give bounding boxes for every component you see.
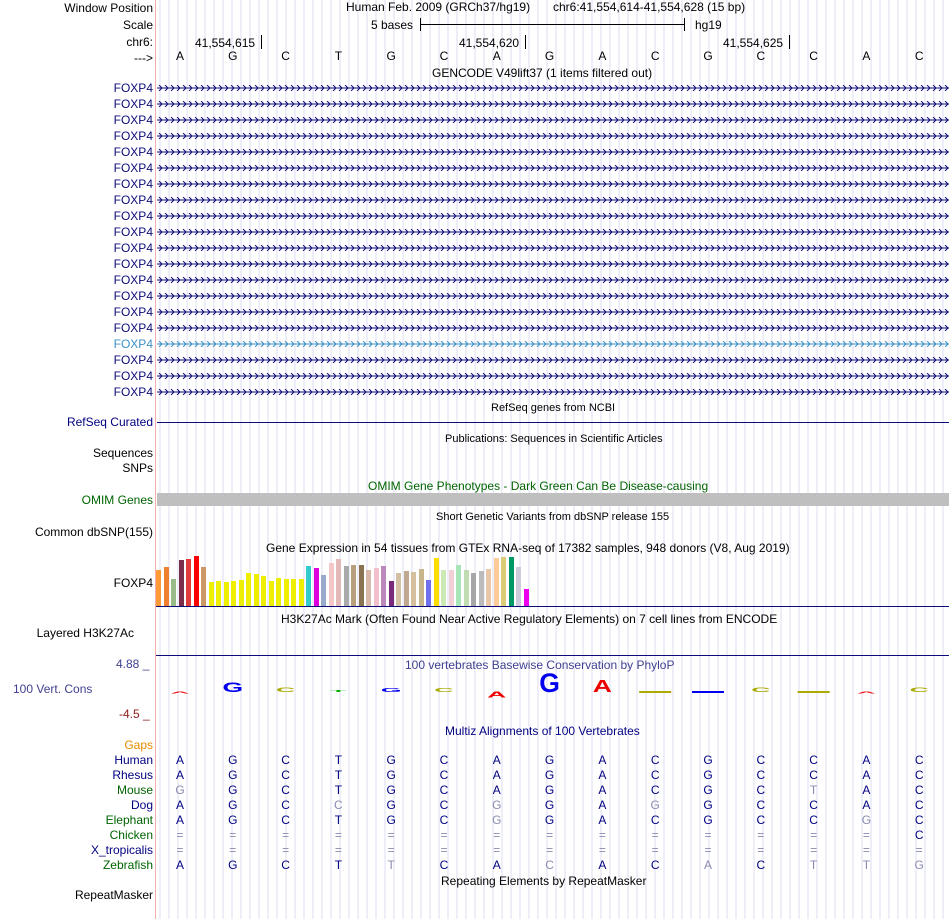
gtex-tissue-bar[interactable] [171, 579, 176, 607]
reference-base: T [334, 49, 343, 63]
multiz-base: A [492, 753, 501, 767]
gencode-gene-label[interactable]: FOXP4 [113, 193, 153, 207]
gencode-gene-label[interactable]: FOXP4 [113, 305, 153, 319]
multiz-base: G [703, 783, 713, 797]
gtex-tissue-bar[interactable] [231, 581, 236, 606]
multiz-base: G [228, 783, 238, 797]
gtex-tissue-bar[interactable] [209, 582, 214, 606]
multiz-base: T [334, 753, 343, 767]
multiz-species-label[interactable]: X_tropicalis [90, 843, 153, 857]
multiz-base: G [544, 753, 555, 767]
gencode-gene-label[interactable]: FOXP4 [113, 385, 153, 399]
multiz-base: T [334, 858, 343, 872]
gencode-gene-label[interactable]: FOXP4 [113, 273, 153, 287]
multiz-base: = [334, 843, 342, 857]
multiz-base: = [546, 843, 554, 857]
gtex-tissue-bar[interactable] [426, 580, 431, 606]
multiz-base: = [810, 843, 818, 857]
gtex-track-title: Gene Expression in 54 tissues from GTEx RNA-seq of 17382 samples, 948 donors (V8, Aug 2019) [266, 541, 790, 555]
multiz-base: T [334, 768, 343, 782]
multiz-base: C [439, 858, 449, 872]
multiz-species-label[interactable]: Human [114, 753, 153, 767]
gencode-gene-label[interactable]: FOXP4 [113, 289, 153, 303]
phylop-score [639, 691, 671, 693]
multiz-base: G [650, 798, 660, 812]
dbsnp-track-label[interactable]: Common dbSNP(155) [34, 525, 153, 539]
tick-mark [261, 35, 262, 49]
gtex-tissue-bar[interactable] [464, 570, 469, 606]
gtex-tissue-bar[interactable] [156, 570, 161, 606]
multiz-base: C [281, 783, 290, 797]
multiz-base: C [914, 828, 924, 842]
gencode-gene-label[interactable]: FOXP4 [113, 177, 153, 191]
gtex-tissue-bar[interactable] [494, 558, 499, 606]
gencode-gene-label[interactable]: FOXP4 [113, 257, 153, 271]
gencode-transcript[interactable] [157, 357, 949, 363]
tick-label: 41,554,625 [723, 36, 784, 50]
h3k27ac-track-divider [155, 655, 949, 656]
multiz-species-label[interactable]: Chicken [109, 828, 153, 842]
gtex-tissue-bar[interactable] [186, 559, 191, 606]
refseq-track-title: RefSeq genes from NCBI [491, 402, 616, 414]
gtex-tissue-bar[interactable] [344, 566, 349, 606]
h3k27ac-track-label[interactable]: Layered H3K27Ac [36, 626, 134, 640]
strand-arrow-label: ---> [134, 51, 153, 65]
scale-bar-left-cap [420, 18, 421, 31]
multiz-species-label[interactable]: Elephant [105, 813, 153, 827]
phylop-letter: C [751, 686, 771, 694]
multiz-base: = [915, 843, 923, 857]
reference-base: A [175, 49, 184, 63]
multiz-base: C [756, 858, 766, 872]
tick-label: 41,554,620 [459, 36, 520, 50]
multiz-base: = [282, 843, 290, 857]
gtex-tissue-bar[interactable] [524, 589, 529, 606]
phylop-letter: C [434, 687, 454, 694]
multiz-base: G [228, 813, 238, 827]
gencode-transcript[interactable] [157, 133, 949, 139]
gtex-tissue-bar[interactable] [366, 570, 371, 606]
gencode-transcript[interactable] [157, 85, 949, 91]
gtex-tissue-bar[interactable] [329, 563, 334, 606]
reference-base: C [650, 49, 660, 63]
gtex-tissue-bar[interactable] [419, 569, 424, 606]
multiz-base: A [175, 813, 184, 827]
h3k27ac-track-title: H3K27Ac Mark (Often Found Near Active Regulatory Elements) on 7 cell lines from ENCODE [281, 612, 778, 626]
gtex-tissue-bar[interactable] [284, 579, 289, 606]
omim-track-title: OMIM Gene Phenotypes - Dark Green Can Be Disease-causing [368, 479, 709, 493]
gtex-tissue-bar[interactable] [336, 559, 341, 606]
gtex-tissue-bar[interactable] [449, 570, 454, 606]
multiz-base: C [914, 768, 924, 782]
multiz-base: C [281, 858, 290, 872]
refseq-track-line[interactable] [157, 422, 949, 423]
gencode-transcript[interactable] [157, 181, 949, 187]
gtex-tissue-bar[interactable] [321, 575, 326, 606]
gencode-transcript[interactable] [157, 213, 949, 219]
gtex-tissue-bar[interactable] [201, 567, 206, 606]
multiz-base: = [598, 828, 606, 842]
gencode-transcript[interactable] [157, 389, 949, 395]
gtex-tissue-bar[interactable] [306, 566, 311, 606]
phylop-letter: C [909, 686, 929, 694]
multiz-base: A [492, 858, 501, 872]
multiz-base: = [651, 828, 659, 842]
phylop-logo[interactable] [156, 672, 950, 712]
multiz-base: C [439, 783, 449, 797]
gencode-gene-label[interactable]: FOXP4 [113, 161, 153, 175]
gencode-transcript[interactable] [157, 101, 949, 107]
multiz-base: C [281, 798, 290, 812]
gencode-gene-label[interactable]: FOXP4 [113, 81, 153, 95]
gencode-transcript[interactable] [157, 293, 949, 299]
gtex-tissue-bar[interactable] [389, 581, 394, 606]
repeatmasker-track-title: Repeating Elements by RepeatMasker [441, 874, 647, 888]
gencode-transcript[interactable] [157, 341, 949, 347]
multiz-base: C [281, 768, 290, 782]
assembly-title: Human Feb. 2009 (GRCh37/hg19) [346, 0, 531, 14]
multiz-base: G [386, 768, 396, 782]
multiz-base: A [598, 813, 607, 827]
multiz-base: = [651, 843, 659, 857]
publications-snps-label[interactable]: SNPs [122, 461, 153, 475]
phylop-letter: G [222, 680, 244, 696]
gtex-tissue-bar[interactable] [396, 573, 401, 606]
multiz-base: A [862, 768, 871, 782]
multiz-base: A [492, 783, 501, 797]
phylop-track-label[interactable]: 100 Vert. Cons [13, 682, 93, 696]
multiz-base: C [281, 753, 290, 767]
reference-base: G [703, 49, 713, 63]
multiz-base: C [439, 813, 449, 827]
multiz-base: C [439, 798, 449, 812]
gtex-tissue-bar[interactable] [276, 578, 281, 606]
db-label: hg19 [695, 18, 722, 32]
gencode-transcript[interactable] [157, 325, 949, 331]
window-position-label: Window Position [64, 1, 153, 15]
repeatmasker-track-label[interactable]: RepeatMasker [74, 888, 153, 902]
multiz-base: = [862, 843, 870, 857]
gencode-transcript[interactable] [157, 197, 949, 203]
gencode-transcript[interactable] [157, 277, 949, 283]
gtex-expression-plot[interactable] [156, 556, 536, 606]
multiz-base: G [492, 813, 502, 827]
multiz-base: = [704, 843, 712, 857]
multiz-base: = [810, 828, 818, 842]
multiz-base: T [809, 783, 818, 797]
gtex-tissue-bar[interactable] [269, 581, 274, 606]
multiz-base: C [334, 798, 343, 812]
multiz-base: = [757, 843, 765, 857]
multiz-base: G [544, 768, 555, 782]
gencode-transcript[interactable] [157, 373, 949, 379]
multiz-base: C [809, 753, 818, 767]
multiz-base: G [492, 798, 502, 812]
multiz-base: A [598, 768, 607, 782]
multiz-base: G [228, 768, 238, 782]
gtex-tissue-bar[interactable] [164, 567, 169, 606]
gencode-transcript[interactable] [157, 245, 949, 251]
multiz-base: C [914, 813, 924, 827]
multiz-base: C [281, 813, 290, 827]
multiz-base: A [862, 753, 871, 767]
phylop-score [692, 691, 724, 693]
multiz-base: = [493, 843, 501, 857]
multiz-base: G [544, 813, 555, 827]
gtex-tissue-bar[interactable] [314, 568, 319, 606]
multiz-base: C [650, 783, 660, 797]
gtex-tissue-bar[interactable] [441, 570, 446, 606]
multiz-base: T [334, 813, 343, 827]
scale-bar-right-cap [684, 18, 685, 31]
gencode-transcript[interactable] [157, 261, 949, 267]
reference-base: C [914, 49, 924, 63]
multiz-base: G [228, 798, 238, 812]
reference-base: G [228, 49, 238, 63]
multiz-base: C [650, 858, 660, 872]
phylop-letter: A [487, 690, 507, 700]
multiz-base: C [809, 813, 818, 827]
multiz-base: G [228, 753, 238, 767]
multiz-base: = [704, 828, 712, 842]
multiz-base: A [175, 768, 184, 782]
gencode-transcript[interactable] [157, 149, 949, 155]
gencode-gene-label[interactable]: FOXP4 [113, 321, 153, 335]
gtex-tissue-bar[interactable] [471, 573, 476, 606]
multiz-base: C [545, 858, 554, 872]
reference-base: A [862, 49, 871, 63]
gtex-tissue-bar[interactable] [501, 557, 506, 606]
multiz-base: G [544, 798, 555, 812]
gtex-tissue-bar[interactable] [254, 574, 259, 606]
gtex-track-label[interactable]: FOXP4 [113, 576, 153, 590]
multiz-species-label[interactable]: Rhesus [112, 768, 153, 782]
gencode-transcript[interactable] [157, 117, 949, 123]
position-readout: chr6:41,554,614-41,554,628 (15 bp) [553, 0, 746, 14]
scale-label: Scale [122, 18, 153, 32]
tick-mark [525, 35, 526, 49]
gencode-transcript[interactable] [157, 309, 949, 315]
gtex-tissue-bar[interactable] [486, 569, 491, 606]
multiz-base: G [386, 783, 396, 797]
gtex-tissue-bar[interactable] [194, 556, 199, 606]
gtex-tissue-bar[interactable] [374, 568, 379, 606]
dbsnp-track-title: Short Genetic Variants from dbSNP release 155 [436, 511, 670, 523]
phylop-track-title: 100 vertebrates Basewise Conservation by PhyloP [405, 658, 675, 672]
multiz-base: = [229, 828, 237, 842]
multiz-base: A [598, 858, 607, 872]
gtex-tissue-bar[interactable] [299, 579, 304, 607]
multiz-base: = [176, 843, 184, 857]
data-area-border [155, 0, 156, 919]
multiz-base: C [439, 768, 449, 782]
multiz-base: C [650, 813, 660, 827]
tick-mark [789, 35, 790, 49]
publications-track-title: Publications: Sequences in Scientific Articles [445, 433, 663, 445]
gencode-gene-label[interactable]: FOXP4 [113, 209, 153, 223]
multiz-base: = [176, 828, 184, 842]
multiz-base: = [387, 828, 395, 842]
phylop-letter: C [276, 686, 296, 694]
multiz-base: A [598, 798, 607, 812]
multiz-base: = [440, 828, 448, 842]
multiz-base: G [386, 798, 396, 812]
gencode-gene-label[interactable]: FOXP4 [113, 241, 153, 255]
multiz-base: = [598, 843, 606, 857]
scale-text: 5 bases [371, 18, 414, 32]
multiz-base: G [703, 753, 713, 767]
gtex-tissue-bar[interactable] [411, 572, 416, 606]
multiz-base: G [914, 858, 924, 872]
gaps-label: Gaps [124, 738, 153, 752]
multiz-base: G [703, 768, 713, 782]
multiz-base: C [650, 768, 660, 782]
phylop-letter: G [539, 672, 560, 699]
phylop-max-label: 4.88 _ [116, 657, 150, 671]
multiz-base: = [546, 828, 554, 842]
multiz-base: G [703, 813, 713, 827]
multiz-base: C [650, 753, 660, 767]
multiz-track-title: Multiz Alignments of 100 Vertebrates [445, 724, 640, 738]
gtex-tissue-bar[interactable] [246, 573, 251, 606]
reference-base: A [492, 49, 501, 63]
multiz-base: = [229, 843, 237, 857]
gencode-gene-label[interactable]: FOXP4 [113, 337, 153, 351]
multiz-base: T [809, 858, 818, 872]
phylop-letter: A [170, 691, 190, 695]
phylop-min-label: -4.5 _ [119, 707, 150, 721]
reference-base: G [386, 49, 396, 63]
multiz-base: A [862, 798, 871, 812]
multiz-base: = [757, 828, 765, 842]
gencode-transcript[interactable] [157, 229, 949, 235]
gtex-tissue-bar[interactable] [291, 579, 296, 606]
gencode-gene-label[interactable]: FOXP4 [113, 225, 153, 239]
multiz-base: G [175, 783, 185, 797]
multiz-base: G [861, 813, 872, 827]
multiz-species-label[interactable]: Dog [130, 798, 153, 812]
gencode-gene-label[interactable]: FOXP4 [113, 97, 153, 111]
gtex-tissue-bar[interactable] [479, 571, 484, 606]
gtex-tissue-bar[interactable] [359, 565, 364, 606]
reference-base: G [544, 49, 555, 63]
gtex-tissue-bar[interactable] [224, 582, 229, 606]
reference-base: C [809, 49, 818, 63]
multiz-base: = [440, 843, 448, 857]
multiz-base: G [386, 813, 396, 827]
multiz-base: = [387, 843, 395, 857]
multiz-base: C [439, 753, 449, 767]
multiz-base: G [386, 753, 396, 767]
multiz-base: C [809, 768, 818, 782]
publications-sequences-label[interactable]: Sequences [92, 446, 153, 460]
multiz-species-label[interactable]: Mouse [116, 783, 153, 797]
multiz-base: C [914, 798, 924, 812]
gtex-tissue-bar[interactable] [239, 580, 244, 606]
reference-base: C [281, 49, 290, 63]
multiz-species-label[interactable]: Zebrafish [102, 858, 153, 872]
multiz-base: C [756, 768, 766, 782]
gtex-track-divider [155, 606, 949, 607]
multiz-base: = [493, 828, 501, 842]
multiz-base: A [175, 858, 184, 872]
gencode-gene-label[interactable]: FOXP4 [113, 353, 153, 367]
refseq-track-label[interactable]: RefSeq Curated [66, 415, 153, 429]
multiz-base: A [175, 798, 184, 812]
multiz-base: G [544, 783, 555, 797]
multiz-base: A [703, 858, 712, 872]
tick-label: 41,554,615 [195, 36, 256, 50]
multiz-base: A [598, 783, 607, 797]
multiz-base: C [756, 783, 766, 797]
multiz-base: T [387, 858, 395, 872]
multiz-base: C [756, 798, 766, 812]
multiz-base: C [914, 753, 924, 767]
gencode-gene-label[interactable]: FOXP4 [113, 369, 153, 383]
phylop-letter: T [330, 689, 347, 693]
reference-base: C [756, 49, 766, 63]
reference-sequence [0, 49, 950, 63]
gencode-transcript[interactable] [157, 165, 949, 171]
gtex-tissue-bar[interactable] [351, 565, 356, 606]
multiz-base: G [228, 858, 238, 872]
gtex-tissue-bar[interactable] [179, 560, 184, 606]
gtex-tissue-bar[interactable] [381, 566, 386, 606]
multiz-base: = [862, 828, 870, 842]
gencode-track-title: GENCODE V49lift37 (1 items filtered out) [432, 66, 653, 80]
phylop-letter: G [380, 687, 402, 694]
multiz-base: C [756, 813, 766, 827]
multiz-base: A [862, 783, 871, 797]
gtex-tissue-bar[interactable] [216, 581, 221, 606]
multiz-base: A [175, 753, 184, 767]
multiz-base: = [334, 828, 342, 842]
gencode-gene-label[interactable]: FOXP4 [113, 129, 153, 143]
multiz-base: A [492, 768, 501, 782]
multiz-base: = [282, 828, 290, 842]
multiz-base: T [862, 858, 871, 872]
omim-gene-bar[interactable] [157, 493, 949, 506]
reference-base: C [439, 49, 449, 63]
gtex-tissue-bar[interactable] [434, 558, 439, 606]
gencode-gene-label[interactable]: FOXP4 [113, 145, 153, 159]
phylop-score [798, 691, 830, 693]
gtex-tissue-bar[interactable] [404, 571, 409, 606]
gencode-gene-label[interactable]: FOXP4 [113, 113, 153, 127]
chrom-label: chr6: [126, 35, 153, 49]
omim-track-label[interactable]: OMIM Genes [81, 493, 153, 507]
multiz-base: C [914, 783, 924, 797]
phylop-letter: A [592, 675, 613, 696]
gtex-tissue-bar[interactable] [261, 576, 266, 606]
multiz-base: T [334, 783, 343, 797]
gtex-tissue-bar[interactable] [516, 567, 521, 606]
gtex-tissue-bar[interactable] [456, 565, 461, 606]
multiz-base: G [703, 798, 713, 812]
scale-bar [420, 24, 684, 25]
phylop-letter: A [856, 691, 877, 695]
reference-base: A [598, 49, 607, 63]
multiz-base: C [809, 798, 818, 812]
multiz-base: C [756, 753, 766, 767]
multiz-base: A [598, 753, 607, 767]
gtex-tissue-bar[interactable] [509, 557, 514, 606]
